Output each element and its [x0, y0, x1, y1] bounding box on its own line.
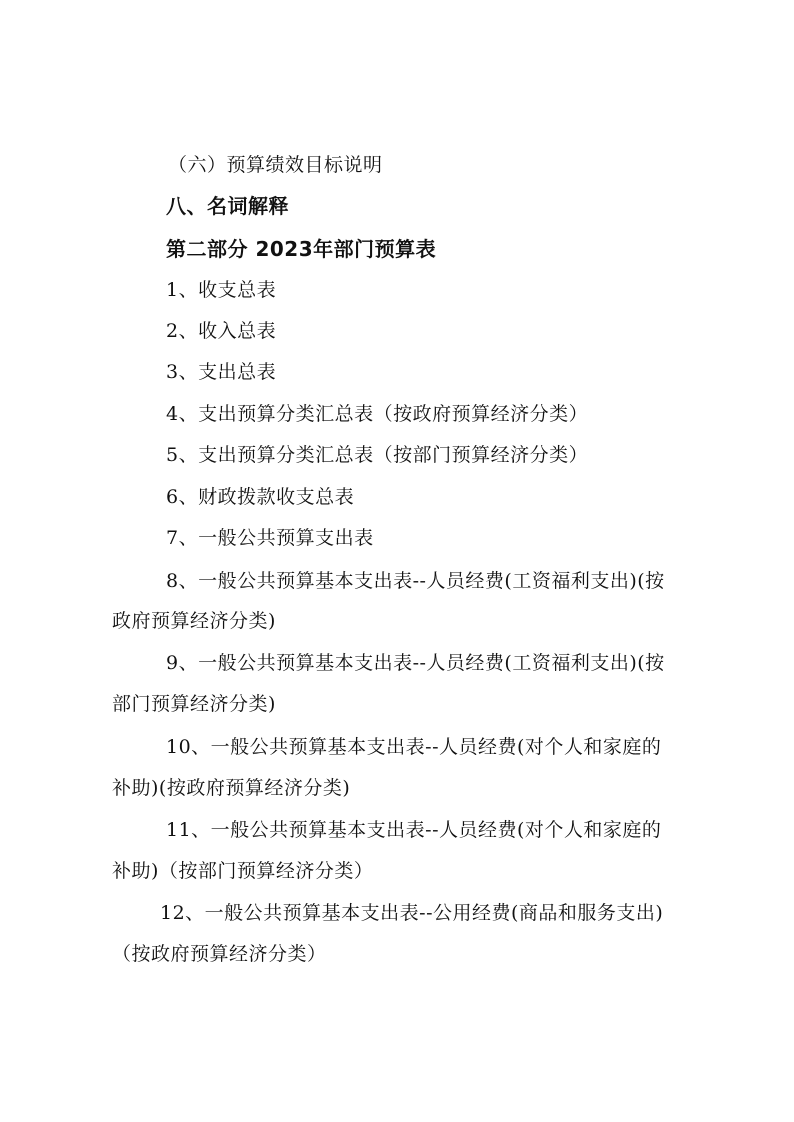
list-item: 5、支出预算分类汇总表（按部门预算经济分类）	[166, 444, 589, 466]
list-item-line2: 补助)(按政府预算经济分类)	[112, 777, 351, 799]
list-item: 2、收入总表	[166, 320, 277, 342]
list-item-line1: 12、一般公共预算基本支出表--公用经费(商品和服务支出)	[160, 902, 664, 924]
part-title: 第二部分 2023年部门预算表	[166, 237, 437, 261]
list-item-line1: 10、一般公共预算基本支出表--人员经费(对个人和家庭的	[166, 736, 662, 758]
list-item-line1: 8、一般公共预算基本支出表--人员经费(工资福利支出)(按	[166, 570, 665, 592]
list-item: 6、财政拨款收支总表	[166, 486, 355, 508]
list-item-line2: （按政府预算经济分类）	[112, 943, 327, 965]
list-item-line1: 11、一般公共预算基本支出表--人员经费(对个人和家庭的	[166, 819, 662, 841]
list-item: 1、收支总表	[166, 279, 277, 301]
list-item: 4、支出预算分类汇总表（按政府预算经济分类）	[166, 403, 589, 425]
subsection-heading: （六）预算绩效目标说明	[168, 154, 383, 176]
list-item: 3、支出总表	[166, 361, 277, 383]
list-item-line1: 9、一般公共预算基本支出表--人员经费(工资福利支出)(按	[166, 652, 665, 674]
list-item-line2: 政府预算经济分类)	[112, 610, 276, 632]
section-heading: 八、名词解释	[166, 194, 289, 218]
list-item-line2: 补助)（按部门预算经济分类）	[112, 860, 374, 882]
list-item-line2: 部门预算经济分类)	[112, 693, 276, 715]
list-item: 7、一般公共预算支出表	[166, 527, 374, 549]
